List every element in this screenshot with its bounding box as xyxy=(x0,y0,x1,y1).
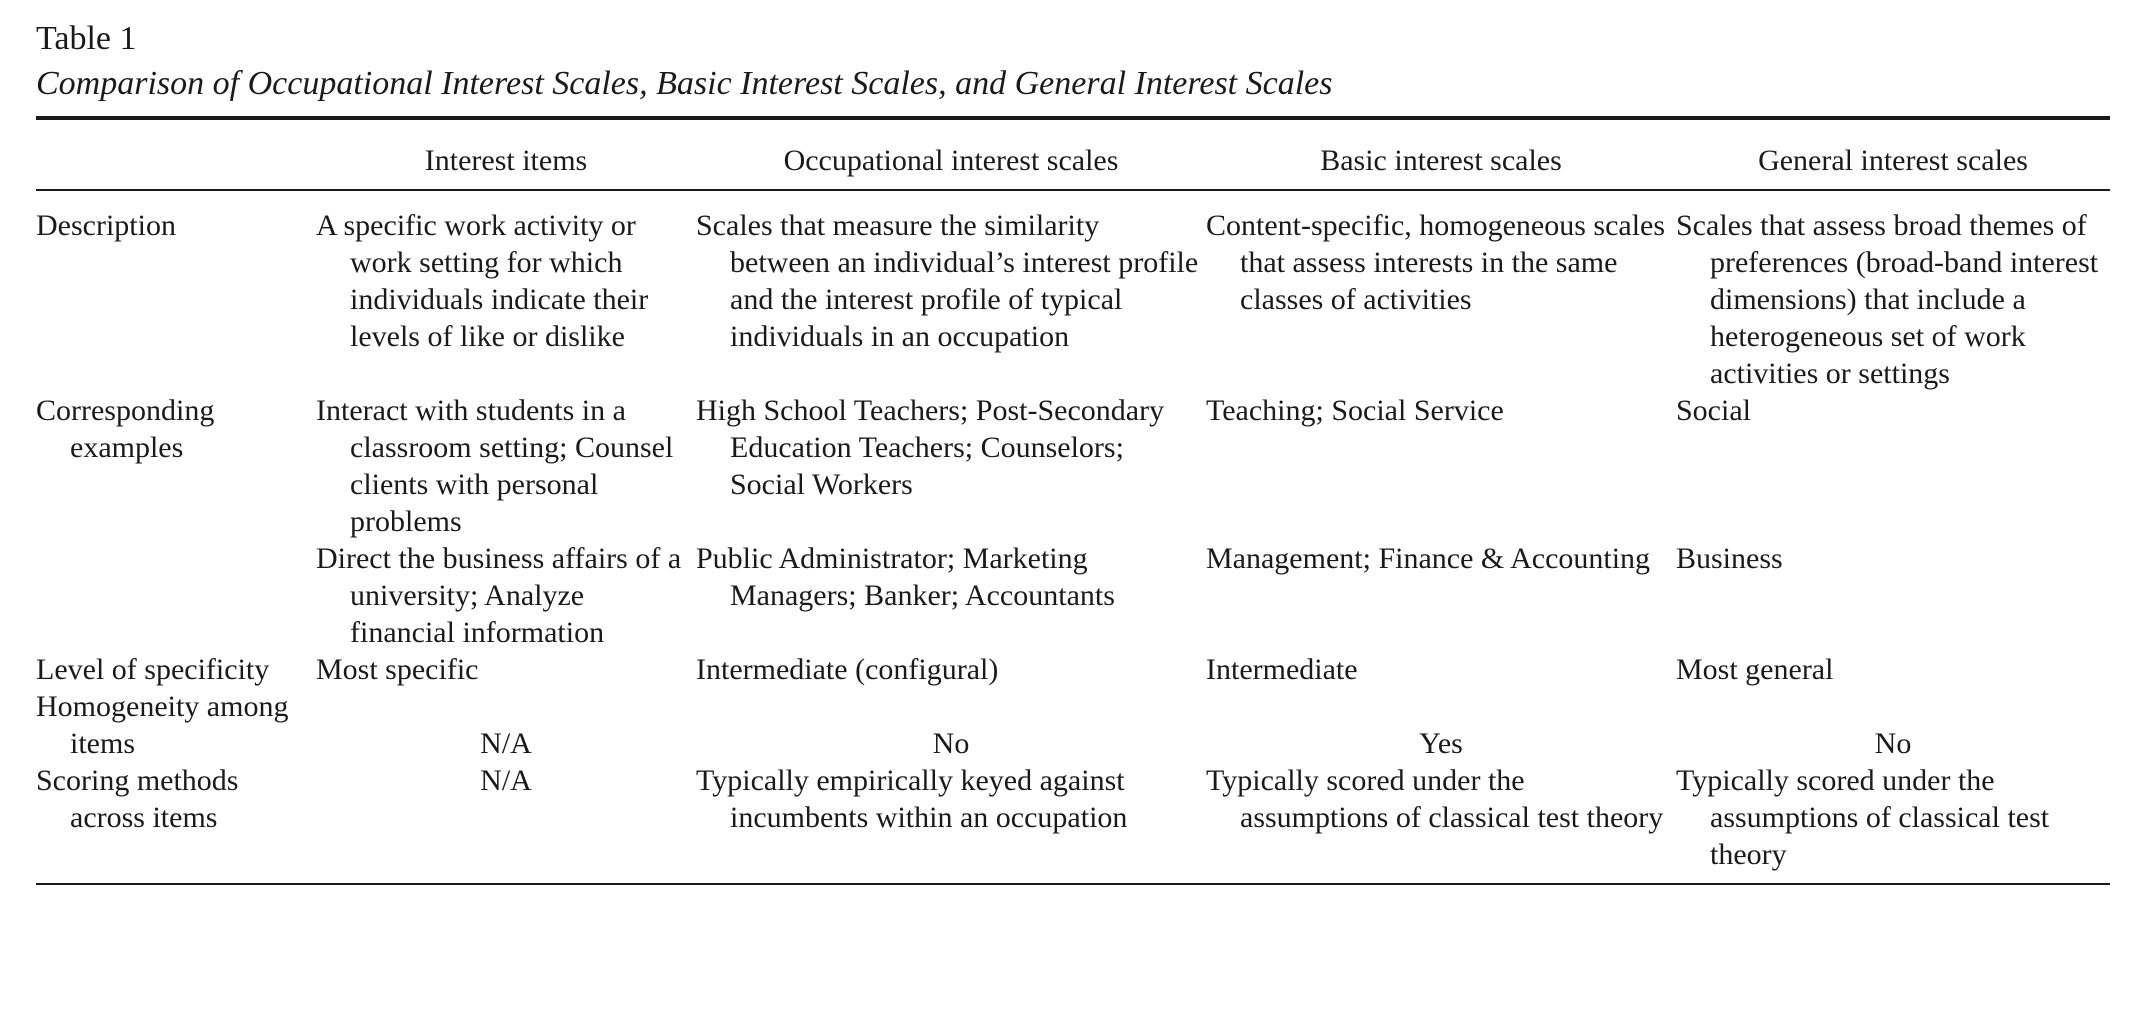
table-cell: Most specific xyxy=(316,653,479,686)
table-caption: Comparison of Occupational Interest Scales, Basic Interest Scales, and General Interest Scales xyxy=(36,65,1333,102)
table-row-homogeneity-among-items xyxy=(36,688,2110,762)
table-cell: Most general xyxy=(1676,653,1834,686)
header-cell-basic-interest-scales: Basic interest scales xyxy=(1206,118,1676,190)
table-cell: Yes xyxy=(1419,727,1463,760)
row-label: Description xyxy=(36,209,176,242)
row-label: Homogeneity among items xyxy=(36,690,289,760)
table-cell: Typically scored under the assumptions of classical test theory xyxy=(1676,764,2050,871)
table-cell: A specific work activity or work setting for which individuals indicate their levels of like or dislike xyxy=(316,209,649,353)
header-row xyxy=(36,118,2110,190)
row-label: Scoring methods across items xyxy=(36,764,239,834)
table-cell: N/A xyxy=(480,727,532,760)
table-row-scoring-methods-across-items xyxy=(36,762,2110,884)
table-cell: Content-specific, homogeneous scales that assess interests in the same classes of activities xyxy=(1206,209,1666,316)
row-label: Level of specificity xyxy=(36,653,270,686)
table-cell: Social xyxy=(1676,394,1751,427)
table-cell: Scales that measure the similarity between an individual’s interest profile and the interest profile of typical individuals in an occupation xyxy=(696,209,1199,353)
header-cell-occupational-interest-scales: Occupational interest scales xyxy=(696,118,1206,190)
table-cell: Intermediate (configural) xyxy=(696,653,999,686)
row-label: Corresponding examples xyxy=(36,394,215,464)
row-label xyxy=(36,540,316,651)
table-row-corresponding-examples-2 xyxy=(36,540,2110,651)
header-cell-interest-items: Interest items xyxy=(316,118,696,190)
table-cell: High School Teachers; Post-Secondary Education Teachers; Counselors; Social Workers xyxy=(696,394,1165,501)
table-row-description xyxy=(36,190,2110,392)
table-cell: Teaching; Social Service xyxy=(1206,394,1504,427)
table-cell: Public Administrator; Marketing Managers; Banker; Accountants xyxy=(696,542,1115,612)
table-cell: Management; Finance & Accounting xyxy=(1206,542,1651,575)
table-cell: Interact with students in a classroom setting; Counsel clients with personal problems xyxy=(316,394,674,538)
table-cell: No xyxy=(932,727,970,760)
comparison-table xyxy=(36,116,2110,885)
table-cell: Typically scored under the assumptions of classical test theory xyxy=(1206,764,1664,834)
table-cell: Typically empirically keyed against incumbents within an occupation xyxy=(696,764,1128,834)
table-cell: N/A xyxy=(480,764,532,797)
table-cell: Scales that assess broad themes of preferences (broad-band interest dimensions) that include a heterogeneous set of work activities or settings xyxy=(1676,209,2099,390)
table-cell: No xyxy=(1874,727,1912,760)
table-cell: Direct the business affairs of a university; Analyze financial information xyxy=(316,542,682,649)
table-row-level-of-specificity xyxy=(36,651,2110,688)
table-label: Table 1 xyxy=(36,20,137,57)
header-cell-general-interest-scales: General interest scales xyxy=(1676,118,2110,190)
table-cell: Business xyxy=(1676,542,1783,575)
table-cell: Intermediate xyxy=(1206,653,1358,686)
table-figure xyxy=(36,18,2110,885)
table-row-corresponding-examples xyxy=(36,392,2110,540)
header-cell-stub xyxy=(36,118,316,190)
